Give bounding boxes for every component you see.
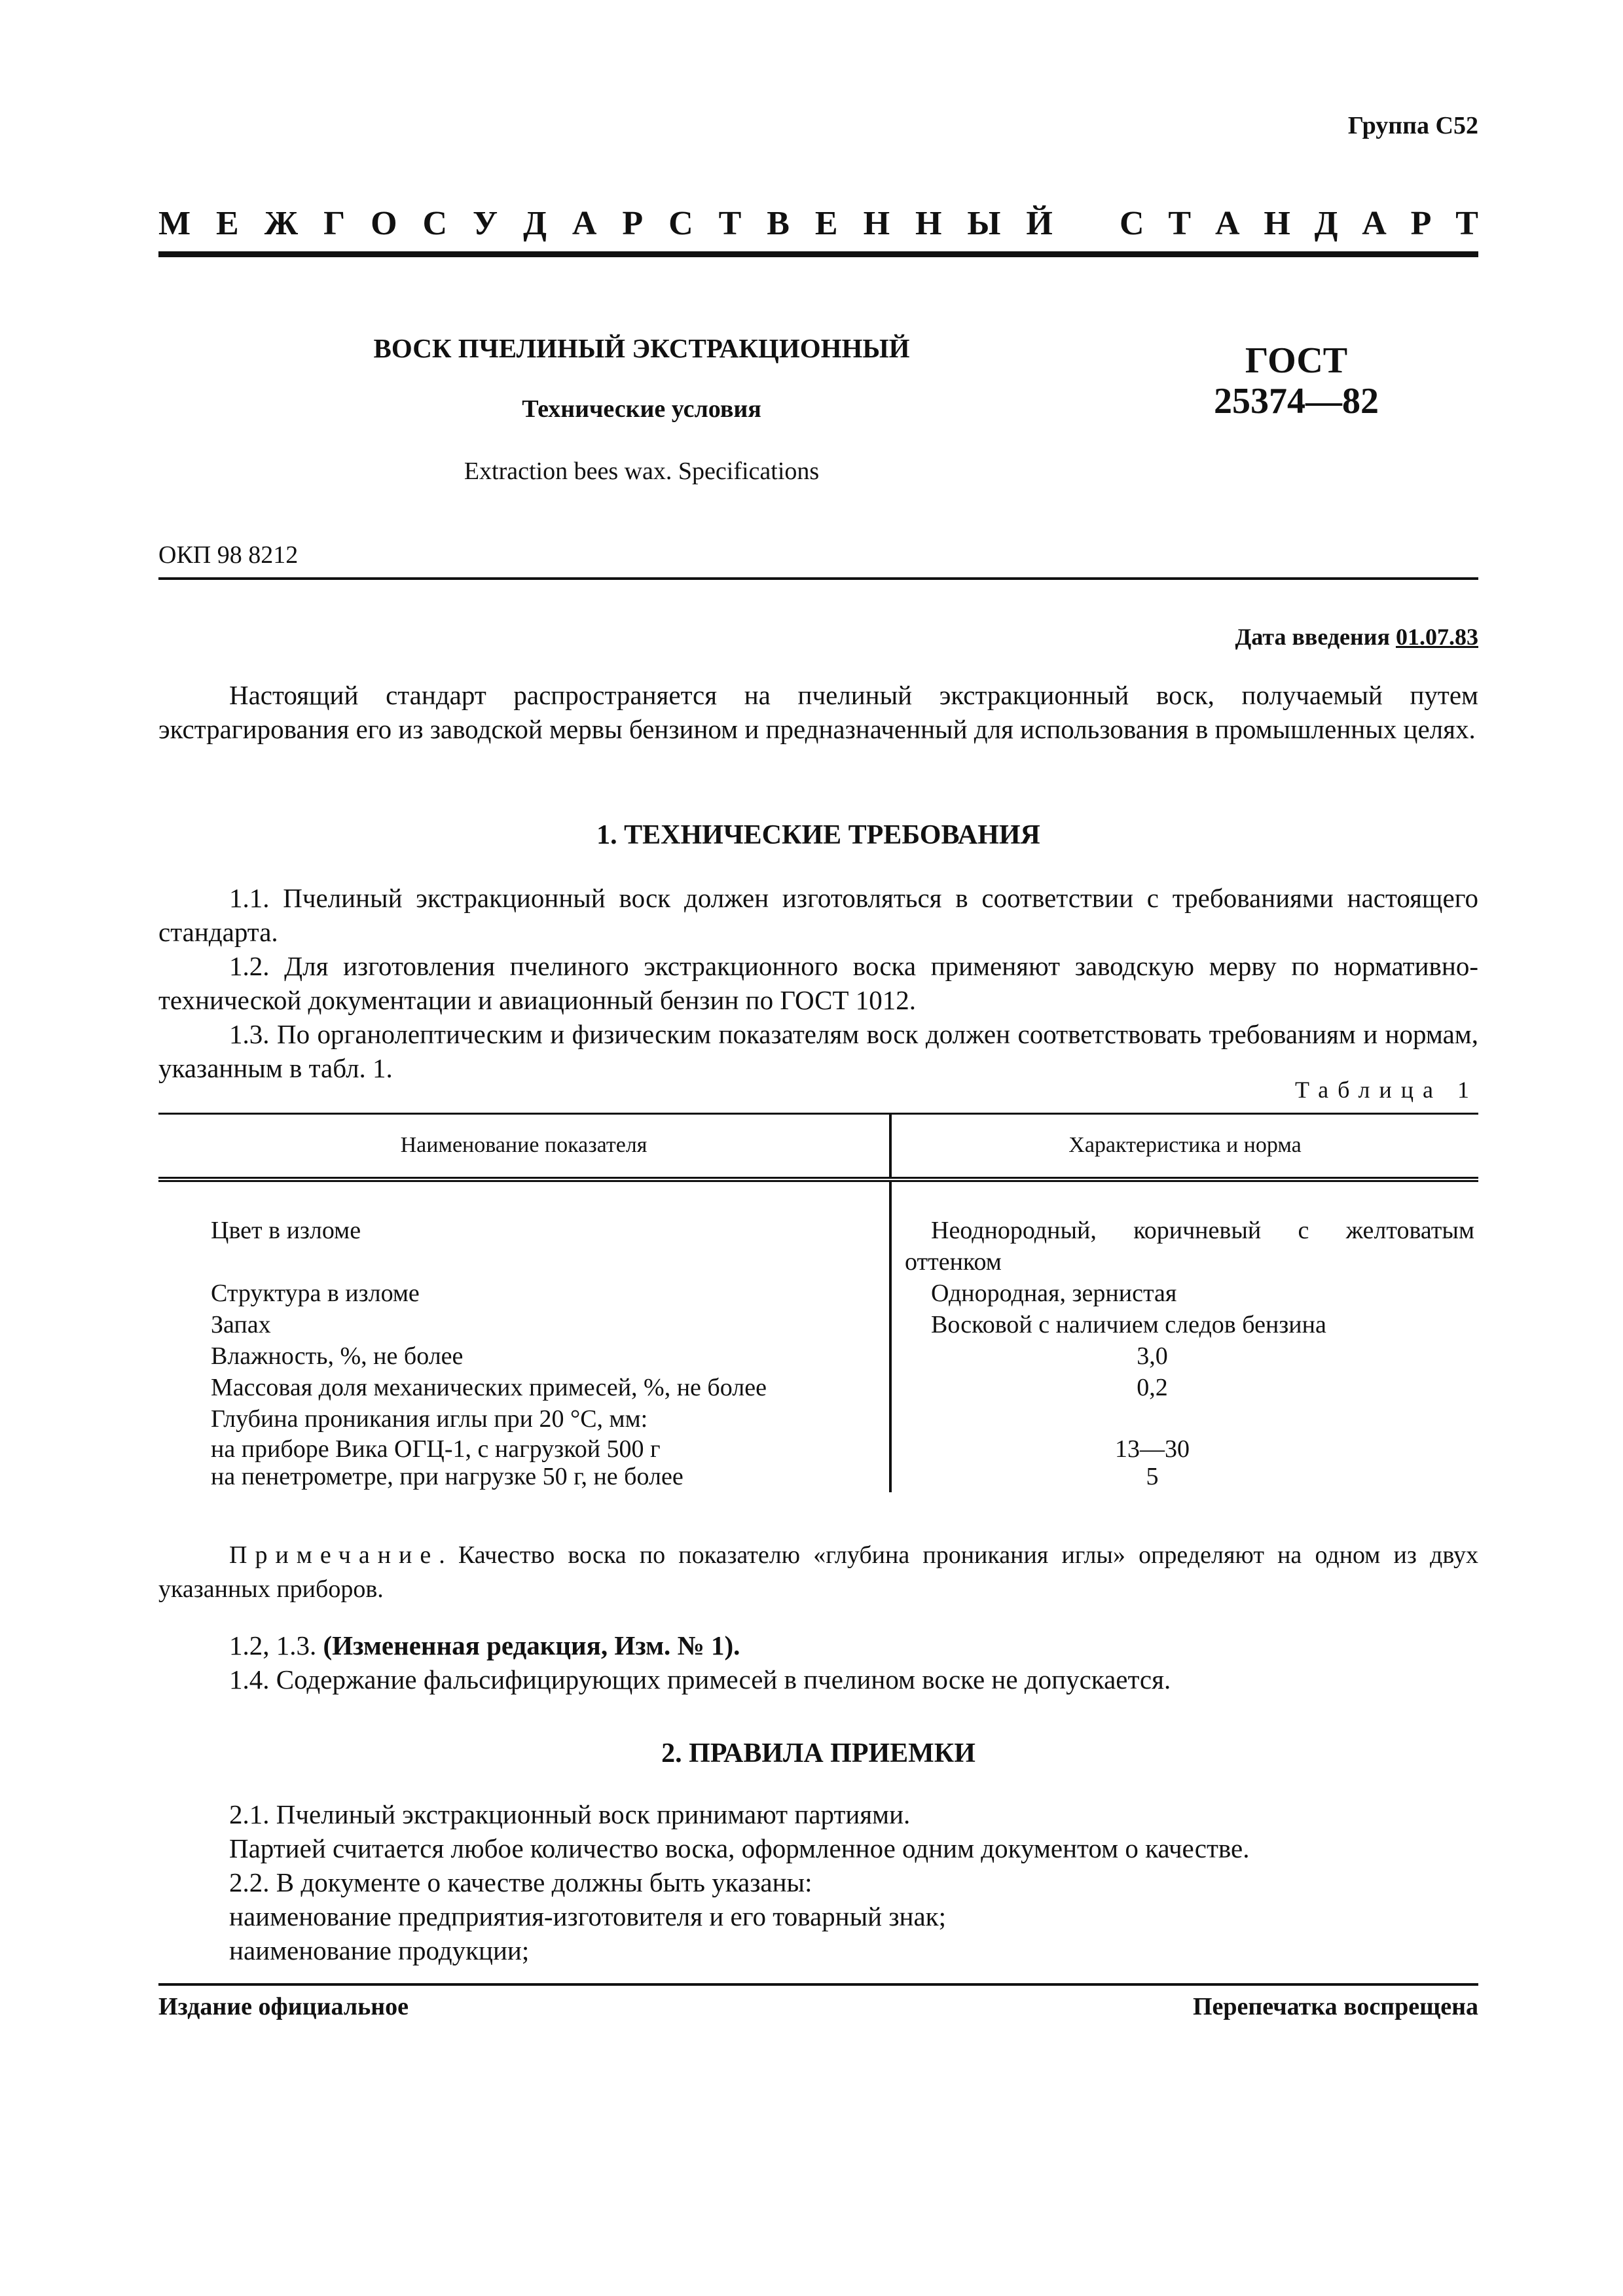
banner-letter: Н: [915, 205, 942, 242]
section-1-heading: 1. ТЕХНИЧЕСКИЕ ТРЕБОВАНИЯ: [596, 820, 1040, 850]
banner-letter: Т: [1168, 205, 1192, 242]
footer-rule: [158, 1983, 1478, 1986]
date-value: 01.07.83: [1396, 624, 1478, 650]
official-edition: Издание официальное: [158, 1993, 409, 2020]
row-value: Восковой с наличием следов бензина: [931, 1311, 1326, 1338]
banner-letter: Р: [1410, 205, 1432, 242]
clause-1-4: 1.4. Содержание фальсифицирующих примесей в пчелином воске не допускается.: [229, 1664, 1171, 1695]
row-name: на приборе Вика ОГЦ-1, с нагрузкой 500 г: [211, 1435, 661, 1463]
banner-letter: В: [767, 205, 790, 242]
banner-letter: Г: [323, 205, 346, 242]
table-row: [158, 1278, 1478, 1309]
okp-code: ОКП 98 8212: [158, 541, 299, 569]
banner-letter: Н: [863, 205, 890, 242]
banner-letter: А: [572, 205, 597, 242]
banner-letter: С: [668, 205, 693, 242]
row-value: 3,0: [1137, 1342, 1168, 1370]
table-row: [158, 1372, 1478, 1403]
row-name: Цвет в изломе: [211, 1217, 361, 1244]
row-value: 0,2: [1137, 1374, 1168, 1401]
banner-letter: Й: [1026, 205, 1053, 242]
row-value: Неоднородный, коричневый с желтоватым оттенком: [905, 1217, 1474, 1276]
group-code: Группа С52: [1347, 112, 1478, 139]
row-value: 5: [1146, 1463, 1159, 1490]
introduction-date: [1235, 623, 1479, 651]
gost-code: 25374—82: [1214, 381, 1379, 422]
list-item: наименование предприятия-изготовителя и его товарный знак;: [229, 1901, 946, 1931]
row-name: Структура в изломе: [211, 1280, 420, 1307]
banner-letter: С: [422, 205, 448, 242]
banner-word-interstate: [158, 204, 1053, 243]
lot-definition: Партией считается любое количество воска, оформленное одним документом о качестве.: [229, 1833, 1250, 1863]
banner-letter: А: [1214, 205, 1240, 242]
document-subtitle: Технические условия: [522, 395, 761, 423]
row-value: 13—30: [1115, 1435, 1190, 1463]
date-label: Дата введения: [1235, 624, 1390, 650]
banner-letter: С: [1120, 205, 1144, 242]
row-name: Массовая доля механических примесей, %, не более: [211, 1374, 767, 1401]
table-header-name: Наименование показателя: [158, 1114, 890, 1179]
row-name: Глубина проникания иглы при 20 °С, мм:: [211, 1405, 648, 1433]
banner-letter: У: [473, 205, 498, 242]
banner-letter: Ы: [967, 205, 1001, 242]
amendment-line: [229, 1628, 740, 1662]
section-2-heading: 2. ПРАВИЛА ПРИЕМКИ: [661, 1738, 976, 1768]
table-header-value: Характеристика и норма: [890, 1114, 1478, 1179]
banner-letter: Д: [523, 205, 547, 242]
banner-letter: Т: [718, 205, 742, 242]
okp-rule: [158, 577, 1478, 580]
gost-label: ГОСТ: [1245, 340, 1348, 381]
row-name: Влажность, %, не более: [211, 1342, 464, 1370]
banner-letter: А: [1362, 205, 1387, 242]
banner-letter: Т: [1455, 205, 1478, 242]
banner-letter: М: [158, 205, 191, 242]
amendment-prefix: 1.2, 1.3.: [229, 1630, 317, 1660]
reprint-prohibited: Перепечатка воспрещена: [1192, 1993, 1478, 2020]
banner-letter: Д: [1314, 205, 1338, 242]
intro-paragraph: Настоящий стандарт распространяется на пчелиный экстракционный воск, получаемый путем экстрагирования его из заводской мервы бензином и предназначенный для использования в промышленных целях.: [158, 680, 1478, 744]
banner-letter: Е: [814, 205, 838, 242]
interstate-standard-banner: [158, 204, 1478, 243]
clause-2-2: 2.2. В документе о качестве должны быть указаны:: [229, 1867, 812, 1897]
banner-letter: Р: [622, 205, 644, 242]
banner-letter: Е: [216, 205, 239, 242]
note-label: Примечание: [229, 1541, 439, 1569]
row-name: Запах: [211, 1311, 271, 1338]
table-note: [158, 1538, 1478, 1606]
document-title: ВОСК ПЧЕЛИНЫЙ ЭКСТРАКЦИОННЫЙ: [373, 333, 910, 363]
row-name: на пенетрометре, при нагрузке 50 г, не более: [211, 1463, 684, 1490]
note-text: . Качество воска по показателю «глубина проникания иглы» определяют на одном из двух указанных приборов.: [158, 1541, 1478, 1603]
table-caption: Таблица 1: [1295, 1077, 1478, 1103]
row-value: Однородная, зернистая: [931, 1280, 1177, 1307]
table-row: [158, 1435, 1478, 1463]
clause-1-3: 1.3. По органолептическим и физическим показателям воск должен соответствовать требованиям и нормам, указанным в табл. 1.: [158, 1019, 1478, 1083]
table-row: [158, 1215, 1478, 1278]
list-item: наименование продукции;: [229, 1935, 530, 1965]
gost-number: [1165, 340, 1427, 422]
table-row: [158, 1309, 1478, 1340]
table-1: [158, 1114, 1478, 1492]
amendment-text: (Измененная редакция, Изм. № 1).: [323, 1630, 740, 1660]
table-row: [158, 1340, 1478, 1372]
english-title: Extraction bees wax. Specifications: [464, 457, 820, 485]
banner-word-standard: [1120, 204, 1478, 243]
table-row: [158, 1403, 1478, 1435]
table-row: [158, 1463, 1478, 1492]
clause-2-1: 2.1. Пчелиный экстракционный воск принимают партиями.: [229, 1799, 911, 1829]
clause-1-1: 1.1. Пчелиный экстракционный воск должен изготовляться в соответствии с требованиями настоящего стандарта.: [158, 883, 1478, 947]
clause-1-2: 1.2. Для изготовления пчелиного экстракционного воска применяют заводскую мерву по нормативно-технической документации и авиационный бензин по ГОСТ 1012.: [158, 951, 1478, 1015]
banner-letter: О: [371, 205, 397, 242]
banner-letter: Н: [1264, 205, 1290, 242]
header-rule: [158, 251, 1478, 257]
banner-letter: Ж: [264, 205, 299, 242]
